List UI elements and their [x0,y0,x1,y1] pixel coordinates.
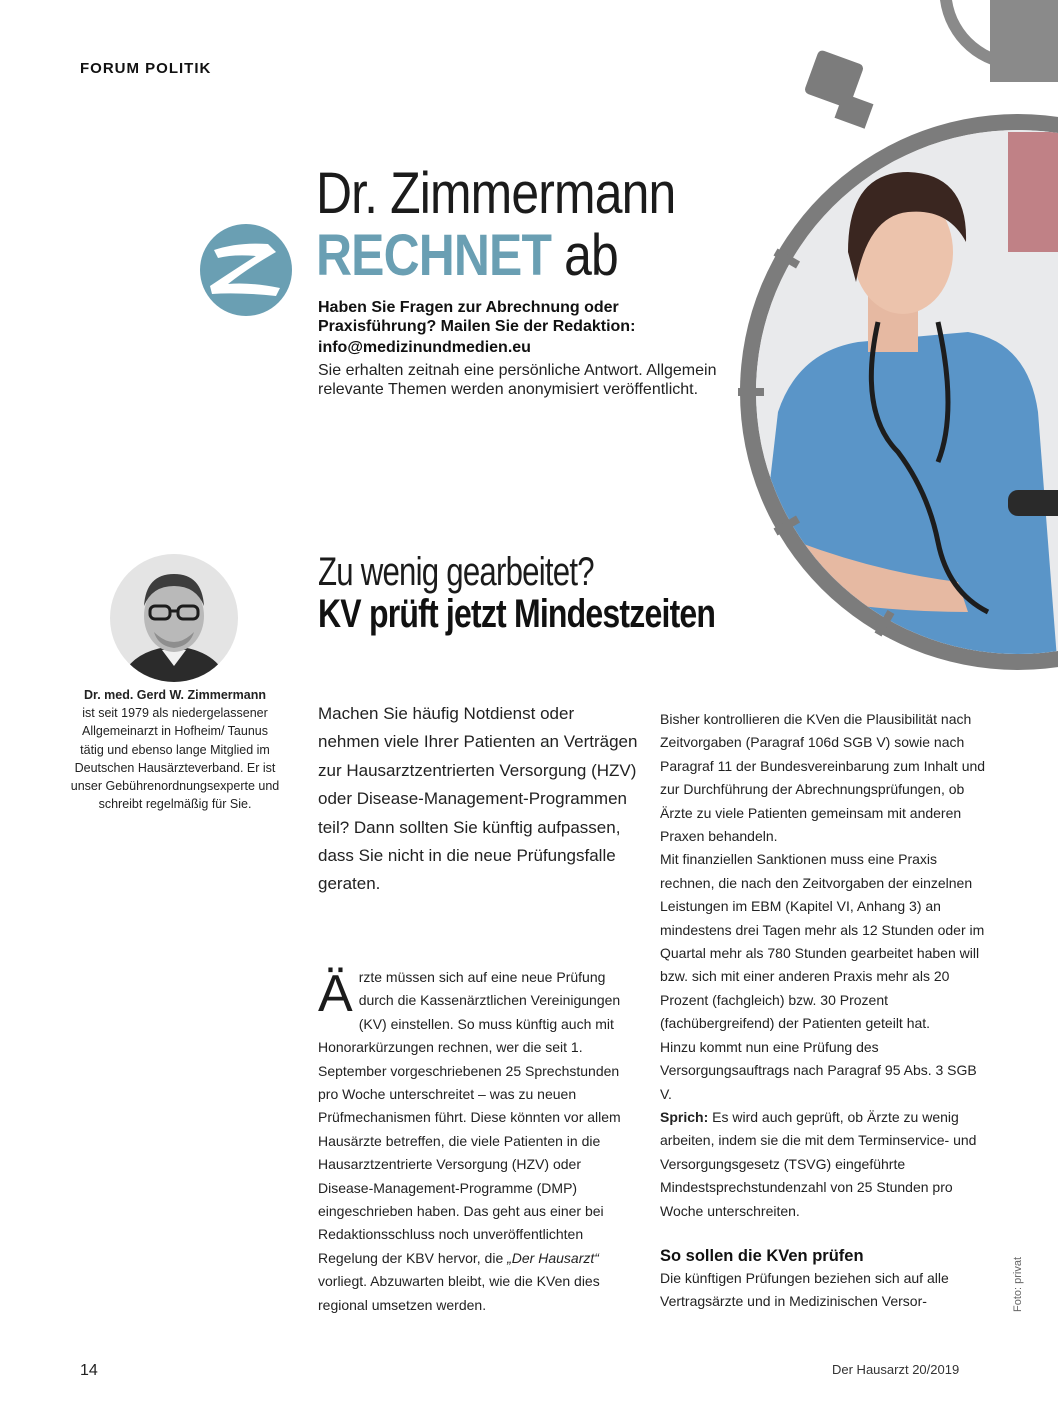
column-title-subtitle [316,222,618,289]
col2-paragraph: Bisher kontrollieren die KVen die Plausibilität nach Zeitvorgaben (Paragraf 106d SGB V) sowie nach Paragraf 11 der Bundesvereinbarung zum Inhalt und zur Durchführung der Abrechnungsprüfungen, ob Ärzte zu viele Patienten gemeinsam mit anderen Praxen behandeln. [660,711,986,845]
source-mention: „Der Hausarzt“ [507,1249,599,1266]
dropcap: Ä [318,965,353,1023]
subheading: So sollen die KVen prüfen [660,1246,864,1265]
section-label: FORUM POLITIK [80,60,212,77]
col1-text-b: vorliegt. Abzuwarten bleibt, wie die KVen dies regional umsetzen werden. [318,1273,600,1313]
col1-text-a: rzte müssen sich auf eine neue Prüfung durch die Kassenärztlichen Vereinigungen (KV) einstellen. So muss künftig auch mit Honorarkürzungen rechnen, wer die seit 1. September vorgeschriebenen 25 Sprechstunden pro Woche unterschreitet – was zu neuen Prüfmechanismen führt. Diese könnten vor allem Hausärzte betreffen, die viele Patienten in die Hausarztzentrierte Versorgung (HZV) oder Disease-Management-Programme (DMP) eingeschrieben haben. Das geht aus einer bei Redaktionsschluss noch unveröffentlichten Regelung der KBV hervor, die [318,969,621,1266]
emphasis-label: Sprich: [660,1108,709,1125]
article-lead: Machen Sie häufig Notdienst oder nehmen viele Ihrer Patienten an Verträgen zur Hausarztzentrierten Versorgung (HZV) oder Disease-Management-Programmen teil? Dann sollten Sie künftig aufpassen, dass Sie nicht in die neue Prüfungsfalle geraten. [318,704,638,894]
intro-email-link[interactable]: info@medizinundmedien.eu [318,339,531,356]
column-title-rest: ab [564,223,618,288]
headline-main: KV prüft jetzt Mindestzeiten [318,592,716,636]
z-logo-icon [198,222,294,318]
col2-paragraph: Hinzu kommt nun eine Prüfung des Versorgungsauftrags nach Paragraf 95 Abs. 3 SGB V. [660,1038,977,1102]
col2-text: Es wird auch geprüft, ob Ärzte zu wenig arbeiten, indem sie die mit dem Terminservice- und Versorgungsgesetz (TSVG) eingeführte Mindestsprechstundenzahl von 25 Stunden pro Woche unterschreiten. [660,1108,977,1219]
author-bio [70,686,280,813]
stopwatch-photo-illustration [738,112,1058,672]
author-portrait [110,554,238,682]
col2-paragraph [660,1106,990,1223]
photo-credit: Foto: privat [1012,1256,1024,1312]
author-description: ist seit 1979 als niedergelassener Allgemeinarzt in Hofheim/ Taunus tätig und ebenso lange Mitglied im Deutschen Hausärzteverband. Er ist unser Gebührenordnungsexperte und schreibt regelmäßig für Sie. [70,706,280,812]
article-column-1 [318,966,636,1317]
col2-paragraph: Mit finanziellen Sanktionen muss eine Praxis rechnen, die nach den Zeitvorgaben der einzelnen Leistungen im EBM (Kapitel VI, Anhang 3) an mindestens drei Tagen mehr als 12 Stunden oder im Quartal mehr als 780 Stunden gearbeitet haben will bzw. sich mit einer anderen Praxis mehr als 20 Prozent (fachgleich) bzw. 30 Prozent (fachübergreifend) der Patienten geteilt hat. [660,851,985,1032]
stopwatch-crown-icon [800,0,1058,135]
article-column-2 [660,708,990,1314]
col2-paragraph: Die künftigen Prüfungen beziehen sich auf alle Vertragsärzte und in Medizinischen Versor- [660,1269,949,1310]
page-number: 14 [80,1362,98,1379]
intro-question: Haben Sie Fragen zur Abrechnung oder Praxisführung? Mailen Sie der Redaktion: [318,299,636,335]
intro-note: Sie erhalten zeitnah eine persönliche Antwort. Allgemein relevante Themen werden anonymisiert veröffentlicht. [318,362,717,398]
column-title-strong: RECHNET [316,223,552,288]
headline-kicker: Zu wenig gearbeitet? [318,550,594,594]
column-title-name: Dr. Zimmermann [316,161,676,226]
publication-issue: Der Hausarzt 20/2019 [832,1362,960,1377]
author-name: Dr. med. Gerd W. Zimmermann [84,688,266,702]
